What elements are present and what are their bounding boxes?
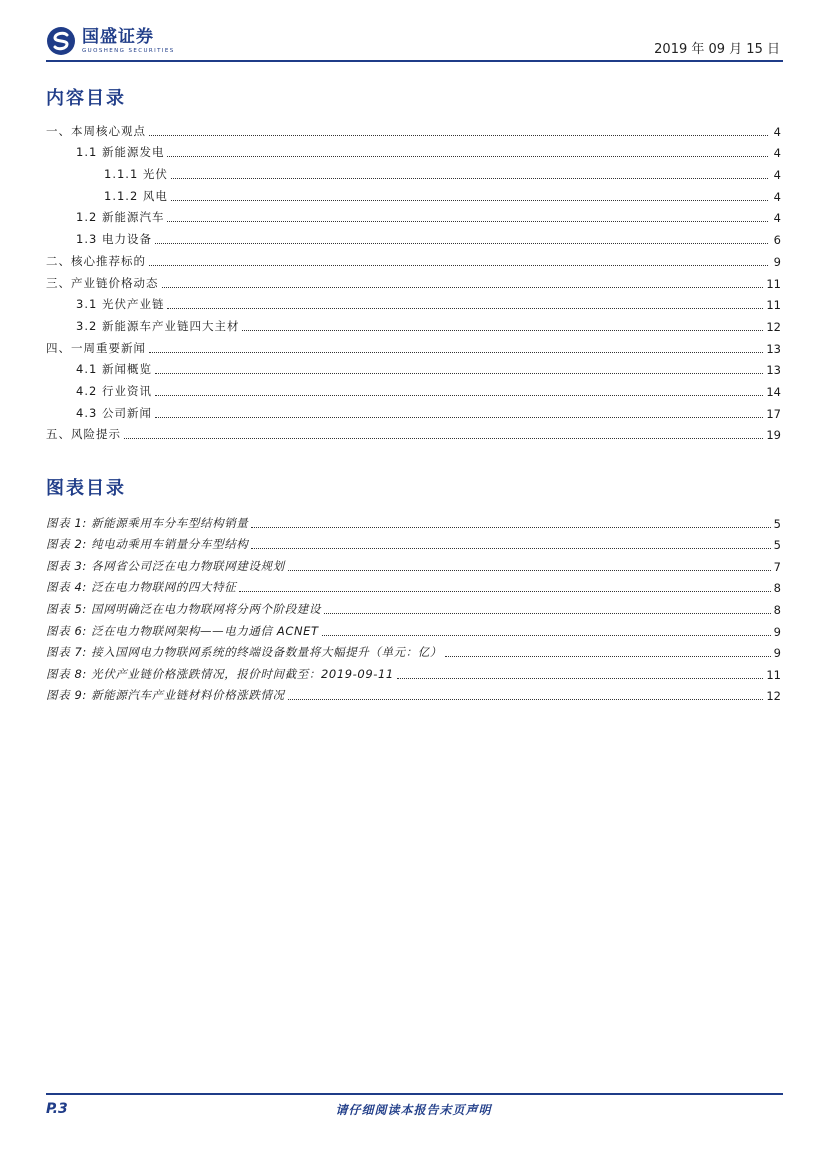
toc-entry[interactable]	[46, 356, 781, 378]
dot-leader	[162, 286, 764, 288]
figure-entry[interactable]	[46, 682, 781, 704]
toc-entry-label: 3.2 新能源车产业链四大主材	[76, 318, 240, 333]
page-header	[46, 24, 782, 62]
toc-entry-page: 4	[773, 211, 781, 226]
toc-entry-page: 4	[773, 146, 781, 161]
figure-entry-page: 5	[773, 516, 781, 531]
toc-entry-label: 4.1 新闻概览	[76, 362, 152, 377]
figure-entry-label: 图表 8: 光伏产业链价格涨跌情况，报价时间截至：2019-09-11	[46, 666, 394, 681]
toc-entry-label: 4.3 公司新闻	[76, 405, 152, 420]
figure-entry[interactable]	[46, 574, 781, 596]
figure-entry[interactable]	[46, 552, 781, 574]
dot-leader	[167, 307, 763, 309]
figure-entry-page: 5	[773, 538, 781, 553]
toc-entry-page: 6	[773, 233, 781, 248]
figure-entry-page: 7	[773, 559, 781, 574]
toc-entry-page: 17	[766, 406, 781, 421]
dot-leader	[124, 437, 763, 439]
figure-entry-page: 11	[766, 667, 781, 682]
company-logo-icon	[46, 26, 76, 56]
figure-entry-label: 图表 4: 泛在电力物联网的四大特征	[46, 580, 237, 595]
toc-entry[interactable]	[46, 291, 781, 313]
dot-leader	[239, 590, 770, 592]
figure-entry-page: 8	[773, 602, 781, 617]
figure-entry-label: 图表 9: 新能源汽车产业链材料价格涨跌情况	[46, 688, 285, 703]
toc-entry-page: 4	[773, 124, 781, 139]
dot-leader	[167, 220, 768, 222]
toc-entry-label: 1.3 电力设备	[76, 232, 152, 247]
footer-divider	[46, 1093, 783, 1095]
figure-entry-page: 9	[773, 624, 781, 639]
toc-entry[interactable]	[46, 421, 781, 443]
figure-entry-page: 12	[766, 689, 781, 704]
toc-entry-page: 14	[766, 384, 781, 399]
figure-entry[interactable]	[46, 639, 781, 661]
toc-entry[interactable]	[46, 377, 781, 399]
toc-entry-label: 1.2 新能源汽车	[76, 210, 165, 225]
toc-entry-page: 11	[766, 298, 781, 313]
figure-entry[interactable]	[46, 531, 781, 553]
logo-chinese-name: 国盛证券	[82, 27, 154, 47]
dot-leader	[155, 242, 768, 244]
toc-entry-label: 4.2 行业资讯	[76, 383, 152, 398]
figure-entry-label: 图表 1: 新能源乘用车分车型结构销量	[46, 515, 249, 530]
toc-entry-label: 1.1.2 风电	[104, 188, 168, 203]
dot-leader	[288, 569, 771, 571]
disclaimer-note: 请仔细阅读本报告末页声明	[335, 1103, 492, 1117]
figure-entry[interactable]	[46, 660, 781, 682]
dot-leader	[149, 351, 763, 353]
dot-leader	[167, 155, 768, 157]
figures-title: 图表目录	[46, 478, 126, 499]
toc-entry-page: 4	[773, 168, 781, 183]
toc-entry-page: 12	[766, 319, 781, 334]
toc-entry-label: 四、一周重要新闻	[46, 340, 146, 355]
toc-entry-page: 13	[766, 363, 781, 378]
dot-leader	[155, 372, 763, 374]
toc-entry[interactable]	[46, 269, 781, 291]
dot-leader	[149, 134, 768, 136]
toc-entry-label: 一、本周核心观点	[46, 123, 146, 138]
toc-entry[interactable]	[46, 117, 781, 139]
toc-entry[interactable]	[46, 139, 781, 161]
dot-leader	[155, 416, 763, 418]
figures-list	[46, 509, 781, 703]
report-date: 2019 年 09 月 15 日	[654, 42, 780, 57]
toc-entry-page: 9	[773, 254, 781, 269]
dot-leader	[242, 329, 763, 331]
dot-leader	[251, 526, 770, 528]
dot-leader	[171, 199, 768, 201]
toc-entry-label: 三、产业链价格动态	[46, 275, 159, 290]
toc-entry[interactable]	[46, 182, 781, 204]
toc-entry-label: 二、核心推荐标的	[46, 253, 146, 268]
toc-entry[interactable]	[46, 247, 781, 269]
dot-leader	[171, 177, 768, 179]
figure-entry-label: 图表 6: 泛在电力物联网架构——电力通信 ACNET	[46, 623, 319, 638]
toc-entry-label: 1.1.1 光伏	[104, 167, 168, 182]
toc-entry-label: 3.1 光伏产业链	[76, 297, 165, 312]
toc-title: 内容目录	[46, 88, 126, 109]
toc-list	[46, 117, 781, 442]
figure-entry-label: 图表 7: 接入国网电力物联网系统的终端设备数量将大幅提升（单元：亿）	[46, 645, 442, 660]
figure-entry-page: 8	[773, 581, 781, 596]
toc-entry-label: 1.1 新能源发电	[76, 145, 165, 160]
toc-entry[interactable]	[46, 334, 781, 356]
toc-entry-label: 五、风险提示	[46, 427, 121, 442]
dot-leader	[445, 655, 771, 657]
dot-leader	[288, 698, 764, 700]
dot-leader	[155, 394, 763, 396]
figure-entry-page: 9	[773, 646, 781, 661]
dot-leader	[149, 264, 768, 266]
toc-entry-page: 11	[766, 276, 781, 291]
page-number: P.3	[46, 1101, 68, 1117]
dot-leader	[324, 612, 771, 614]
figure-entry[interactable]	[46, 595, 781, 617]
figure-entry[interactable]	[46, 617, 781, 639]
toc-entry-page: 4	[773, 189, 781, 204]
toc-entry[interactable]	[46, 204, 781, 226]
figure-entry[interactable]	[46, 509, 781, 531]
dot-leader	[397, 677, 764, 679]
dot-leader	[322, 634, 771, 636]
toc-entry[interactable]	[46, 312, 781, 334]
figure-entry-label: 图表 2: 纯电动乘用车销量分车型结构	[46, 537, 249, 552]
toc-entry[interactable]	[46, 160, 781, 182]
toc-entry[interactable]	[46, 399, 781, 421]
header-divider	[46, 60, 783, 62]
company-logo	[46, 26, 175, 56]
figure-entry-label: 图表 5: 国网明确泛在电力物联网将分两个阶段建设	[46, 601, 321, 616]
toc-entry-page: 13	[766, 341, 781, 356]
figure-entry-label: 图表 3: 各网省公司泛在电力物联网建设规划	[46, 558, 285, 573]
dot-leader	[251, 547, 770, 549]
logo-english-name: GUOSHENG SECURITIES	[82, 48, 175, 54]
toc-entry[interactable]	[46, 225, 781, 247]
toc-entry-page: 19	[766, 428, 781, 443]
